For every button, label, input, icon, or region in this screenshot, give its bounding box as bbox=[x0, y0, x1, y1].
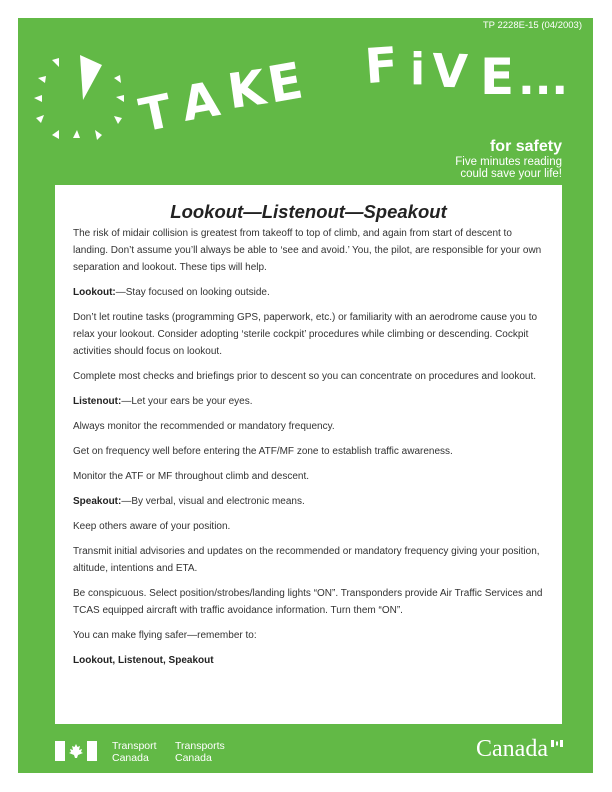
paragraph-heading: Lookout: bbox=[73, 287, 116, 298]
logotype-letter: E bbox=[480, 48, 515, 106]
article-paragraph bbox=[73, 393, 548, 410]
department-english bbox=[112, 741, 157, 764]
content-panel bbox=[55, 185, 562, 724]
dept-fr-line-2: Canada bbox=[175, 751, 212, 764]
logotype-letter: K bbox=[224, 59, 269, 121]
clock-ticks bbox=[34, 58, 124, 140]
logotype-letter: T bbox=[134, 83, 177, 143]
logotype-letter: A bbox=[177, 71, 224, 133]
paragraph-text: Monitor the ATF or MF throughout climb and descent. bbox=[73, 471, 310, 482]
dept-en-line-1: Transport bbox=[112, 740, 157, 752]
article-paragraph bbox=[73, 443, 548, 460]
article-paragraph bbox=[73, 368, 548, 385]
dept-fr-line-1: Transports bbox=[175, 740, 225, 752]
take-five-logotype bbox=[134, 36, 570, 150]
paragraph-text: The risk of midair collision is greatest from takeoff to top of climb, and again from start of descent to landing. Don’t assume you’ll always be able to ‘see and avoid.’ You, the pilot, are responsible for your own separation and lookout. These tips will help. bbox=[73, 228, 542, 273]
document-code: TP 2228E-15 (04/2003) bbox=[482, 20, 582, 31]
article-paragraph bbox=[73, 543, 548, 577]
logotype-letter: E bbox=[263, 51, 307, 115]
article-paragraph bbox=[73, 468, 548, 485]
article-paragraph bbox=[73, 284, 548, 301]
paragraph-text: —By verbal, visual and electronic means. bbox=[121, 496, 305, 507]
paragraph-text: —Let your ears be your eyes. bbox=[121, 396, 253, 407]
article-paragraph bbox=[73, 418, 548, 435]
tagline-sub-2: could save your life! bbox=[460, 168, 562, 180]
canada-flag-icon bbox=[55, 741, 97, 761]
logotype-letter: F bbox=[363, 36, 400, 96]
paragraph-text: Don’t let routine tasks (programming GPS, paperwork, etc.) or familiarity with an aerodrome cause you to relax your lookout. Consider adopting ‘sterile cockpit’ procedures while climbing or descending. Cockpit activities should focus on lookout. bbox=[73, 312, 538, 357]
paragraph-heading: Speakout: bbox=[73, 496, 122, 507]
article-body bbox=[73, 225, 548, 677]
paragraph-text: Always monitor the recommended or mandatory frequency. bbox=[73, 421, 335, 432]
article-paragraph bbox=[73, 225, 548, 276]
clock-icon bbox=[30, 50, 130, 150]
logotype-letter: i bbox=[410, 44, 426, 95]
tagline-sub-1: Five minutes reading bbox=[455, 156, 562, 168]
logotype-letter: ... bbox=[518, 54, 569, 105]
tagline bbox=[455, 138, 562, 180]
article-paragraph bbox=[73, 627, 548, 644]
dept-en-line-2: Canada bbox=[112, 751, 149, 764]
paragraph-text: Get on frequency well before entering the ATF/MF zone to establish traffic awareness. bbox=[73, 446, 453, 457]
article-paragraph bbox=[73, 585, 548, 619]
canada-wordmark: Canada bbox=[476, 736, 548, 762]
logotype-letter: V bbox=[431, 43, 469, 99]
tagline-main: for safety bbox=[489, 138, 562, 155]
article-paragraph bbox=[73, 518, 548, 535]
department-french bbox=[175, 741, 225, 764]
paragraph-text: Transmit initial advisories and updates on the recommended or mandatory frequency giving your position, altitude, intentions and ETA. bbox=[73, 546, 540, 574]
paragraph-text: Be conspicuous. Select position/strobes/landing lights “ON”. Transponders provide Air Traffic Services and TCAS equipped aircraft with traffic avoidance information. Turn them “ON”. bbox=[73, 588, 543, 616]
paragraph-text: You can make flying safer—remember to: bbox=[73, 630, 257, 641]
paragraph-heading: Listenout: bbox=[73, 396, 122, 407]
article-paragraph bbox=[73, 652, 548, 669]
clock-hand bbox=[80, 55, 102, 100]
wordmark-flag-icon bbox=[551, 740, 563, 747]
article-paragraph bbox=[73, 309, 548, 360]
article-paragraph bbox=[73, 493, 548, 510]
paragraph-heading: Lookout, Listenout, Speakout bbox=[73, 655, 214, 666]
paragraph-text: —Stay focused on looking outside. bbox=[115, 287, 270, 298]
paragraph-text: Complete most checks and briefings prior to descent so you can concentrate on procedures and lookout. bbox=[73, 371, 537, 382]
paragraph-text: Keep others aware of your position. bbox=[73, 521, 231, 532]
article-title: Lookout—Listenout—Speakout bbox=[170, 201, 447, 222]
